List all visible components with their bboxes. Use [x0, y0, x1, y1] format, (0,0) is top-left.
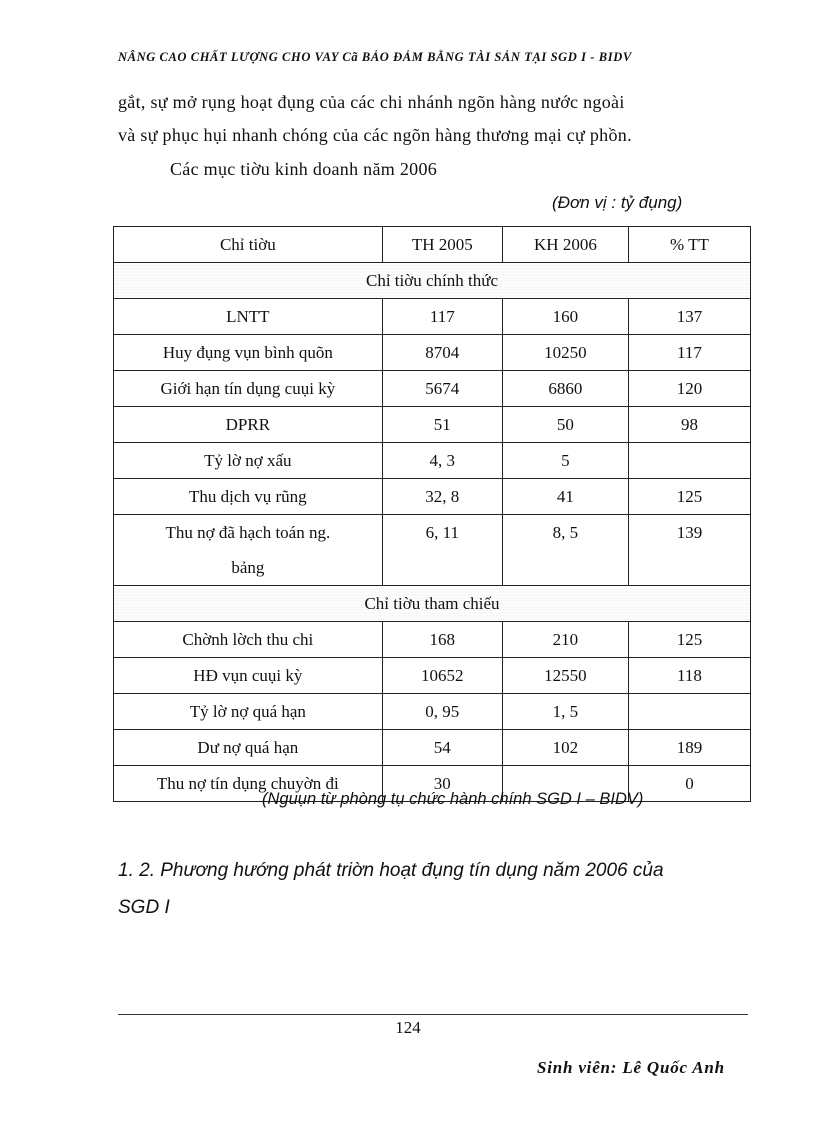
- row-label-line: Thu nợ đã hạch toán ng.: [165, 523, 331, 542]
- cell-pct: 189: [628, 730, 750, 766]
- section-heading-line: SGD I: [118, 897, 170, 918]
- cell-pct: 120: [628, 371, 750, 407]
- row-label: Thu dịch vụ rũng: [114, 479, 383, 515]
- cell-kh2006: 10250: [502, 335, 628, 371]
- page-number: 124: [395, 1018, 421, 1037]
- cell-th2005: 10652: [382, 658, 502, 694]
- source-note: (Nguụn từ phòng tụ chức hành chính SGD I – BIDV): [262, 790, 644, 808]
- table-header-row: [114, 227, 751, 263]
- cell-th2005: 117: [382, 299, 502, 335]
- table-row: [114, 407, 751, 443]
- cell-kh2006: 160: [502, 299, 628, 335]
- cell-th2005: 168: [382, 622, 502, 658]
- body-line-3: Các mục tiờu kinh doanh năm 2006: [170, 159, 438, 179]
- unit-note: (Đơn vị : tỷ đụng): [552, 193, 683, 212]
- section-row: [114, 263, 751, 299]
- section-heading: [118, 852, 738, 926]
- table-row: [114, 658, 751, 694]
- header-cell: Chỉ tiờu: [114, 227, 383, 263]
- header-cell: TH 2005: [382, 227, 502, 263]
- footer-divider: [118, 1014, 748, 1015]
- cell-kh2006: 102: [502, 730, 628, 766]
- row-label: Giới hạn tín dụng cuụi kỳ: [114, 371, 383, 407]
- table-row: [114, 479, 751, 515]
- row-label: Dư nợ quá hạn: [114, 730, 383, 766]
- cell-kh2006: 12550: [502, 658, 628, 694]
- cell-pct: 137: [628, 299, 750, 335]
- header-cell: KH 2006: [502, 227, 628, 263]
- cell-th2005: 51: [382, 407, 502, 443]
- cell-th2005: 30: [382, 766, 502, 802]
- cell-kh2006: 41: [502, 479, 628, 515]
- section-row: [114, 586, 751, 622]
- cell-pct: [628, 443, 750, 479]
- targets-table: [113, 226, 751, 802]
- cell-pct: 125: [628, 622, 750, 658]
- table-row: [114, 694, 751, 730]
- row-label: Tỷ lờ nợ quá hạn: [114, 694, 383, 730]
- body-line-1: gắt, sự mở rụng hoạt đụng của các chi nhánh ngõn hàng nước ngoài: [118, 92, 625, 112]
- cell-kh2006: 5: [502, 443, 628, 479]
- row-label: Huy đụng vụn bình quõn: [114, 335, 383, 371]
- cell-th2005: 4, 3: [382, 443, 502, 479]
- table-row: [114, 730, 751, 766]
- cell-th2005: 5674: [382, 371, 502, 407]
- row-label-line: bảng: [231, 558, 265, 577]
- cell-th2005: 32, 8: [382, 479, 502, 515]
- cell-pct: 117: [628, 335, 750, 371]
- cell-pct: 125: [628, 479, 750, 515]
- cell-pct: 98: [628, 407, 750, 443]
- cell-pct: 0: [628, 766, 750, 802]
- cell-th2005: 0, 95: [382, 694, 502, 730]
- cell-kh2006: 210: [502, 622, 628, 658]
- table-row: [114, 622, 751, 658]
- cell-pct: 118: [628, 658, 750, 694]
- table-row: [114, 299, 751, 335]
- cell-kh2006: 8, 5: [502, 515, 628, 586]
- cell-kh2006: 6860: [502, 371, 628, 407]
- running-header: NÂNG CAO CHẤT LƯỢNG CHO VAY Cã BẢO ĐẢM BẰNG TÀI SẢN TẠI SGD I - BIDV: [118, 50, 632, 64]
- section-title: Chỉ tiờu tham chiếu: [114, 586, 751, 622]
- table-row: [114, 335, 751, 371]
- row-label: DPRR: [114, 407, 383, 443]
- cell-pct: [628, 694, 750, 730]
- table-row: [114, 443, 751, 479]
- row-label: Chờnh lờch thu chi: [114, 622, 383, 658]
- row-label: LNTT: [114, 299, 383, 335]
- section-title: Chỉ tiờu chính thức: [114, 263, 751, 299]
- table-row: [114, 371, 751, 407]
- cell-th2005: 8704: [382, 335, 502, 371]
- row-label: HĐ vụn cuụi kỳ: [114, 658, 383, 694]
- student-name: Sinh viên: Lê Quốc Anh: [537, 1058, 725, 1077]
- body-line-2: và sự phục hụi nhanh chóng của các ngõn hàng thương mại cự phồn.: [118, 125, 632, 145]
- cell-th2005: 6, 11: [382, 515, 502, 586]
- cell-pct: 139: [628, 515, 750, 586]
- cell-kh2006: 50: [502, 407, 628, 443]
- section-heading-line: 1. 2. Phương hướng phát triờn hoạt đụng tín dụng năm 2006 của: [118, 860, 664, 881]
- header-cell: % TT: [628, 227, 750, 263]
- row-label: Tỷ lờ nợ xấu: [114, 443, 383, 479]
- cell-kh2006: 1, 5: [502, 694, 628, 730]
- cell-th2005: 54: [382, 730, 502, 766]
- row-label: [114, 515, 383, 586]
- row-label: Thu nợ tín dụng chuyờn đi: [114, 766, 383, 802]
- table-row: [114, 515, 751, 586]
